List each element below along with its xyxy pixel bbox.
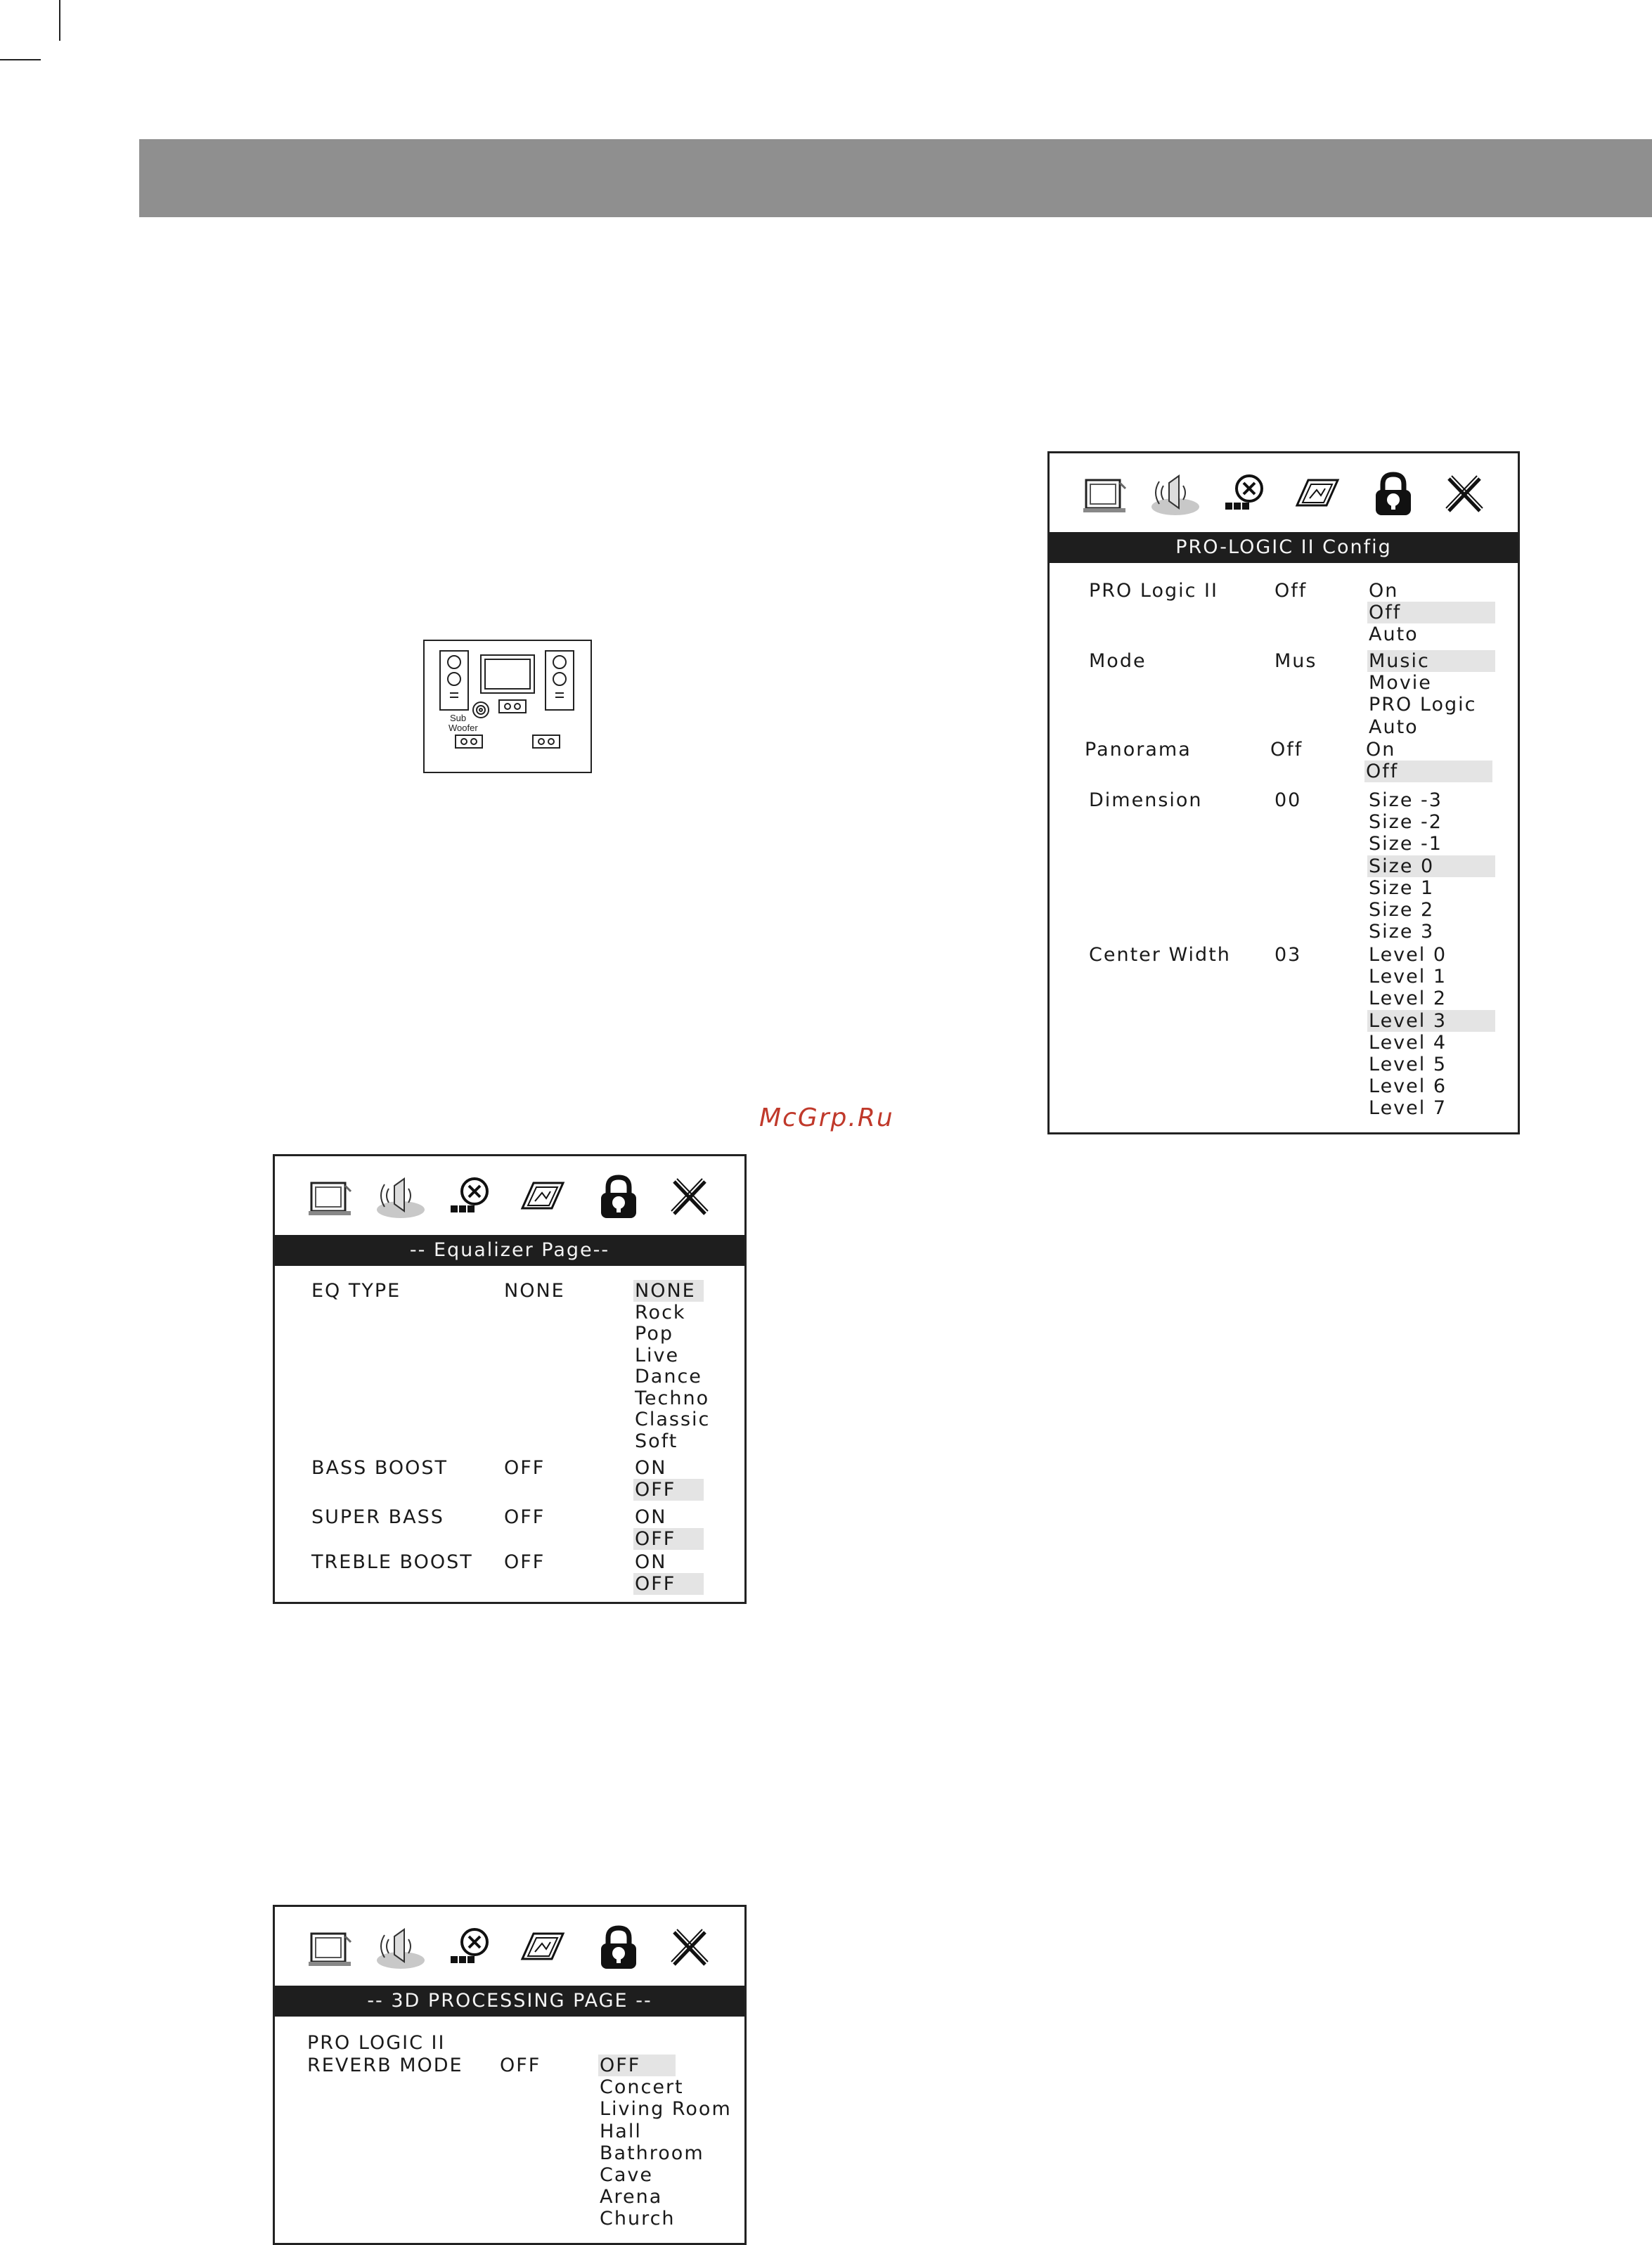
setting-label: BASS BOOST xyxy=(311,1457,449,1479)
front-right-speaker-icon xyxy=(546,651,574,710)
setting-current-value: Off xyxy=(1275,580,1308,602)
setting-option[interactable]: ON xyxy=(635,1506,667,1528)
disc-reel-icon[interactable] xyxy=(444,1921,498,1976)
setting-option-selected[interactable]: Off xyxy=(1364,761,1492,782)
setting-label: PRO Logic II xyxy=(1089,580,1218,602)
setting-option[interactable]: Size 3 xyxy=(1369,921,1435,943)
setting-option[interactable]: Concert xyxy=(600,2076,684,2099)
setting-option[interactable]: Auto xyxy=(1369,623,1419,646)
setting-option[interactable]: Size -3 xyxy=(1369,789,1443,811)
speaker-icon[interactable] xyxy=(373,1170,428,1225)
setting-option[interactable]: Size -2 xyxy=(1369,811,1443,834)
setting-option[interactable]: Size 2 xyxy=(1369,899,1435,921)
speaker-icon[interactable] xyxy=(1148,467,1203,522)
tv-screen-icon xyxy=(481,655,534,693)
menu-icon-bar xyxy=(275,1156,744,1234)
panel-title: -- 3D PROCESSING PAGE -- xyxy=(275,1986,744,2017)
panel-title: PRO-LOGIC II Config xyxy=(1050,532,1518,563)
rear-left-speaker-icon xyxy=(456,735,482,748)
setting-label: PRO LOGIC II xyxy=(307,2032,446,2054)
speaker-layout-diagram xyxy=(423,640,592,773)
setting-option-selected[interactable]: OFF xyxy=(633,1479,704,1501)
disc-reel-icon[interactable] xyxy=(1218,467,1273,522)
setting-option-selected[interactable]: Music xyxy=(1367,650,1495,672)
setting-current-value: 00 xyxy=(1275,789,1302,811)
setting-current-value: Off xyxy=(1270,739,1303,761)
setting-option[interactable]: Size 1 xyxy=(1369,876,1435,899)
woofer-label: Woofer xyxy=(449,723,478,733)
picture-frame-icon[interactable] xyxy=(1289,467,1343,522)
setting-option[interactable]: Pop xyxy=(635,1323,673,1345)
setting-label: EQ TYPE xyxy=(311,1280,401,1302)
setting-label: Mode xyxy=(1089,650,1147,672)
close-icon[interactable] xyxy=(662,1170,716,1225)
setting-current-value: OFF xyxy=(504,1551,546,1573)
setting-option[interactable]: Level 1 xyxy=(1369,966,1447,988)
setting-label: Panorama xyxy=(1085,739,1192,761)
setting-label: Center Width xyxy=(1089,944,1231,966)
center-speaker-icon xyxy=(499,700,526,713)
front-left-speaker-icon xyxy=(440,651,468,710)
lock-icon[interactable] xyxy=(591,1170,646,1225)
setting-option[interactable]: PRO Logic xyxy=(1369,694,1477,716)
setting-option[interactable]: On xyxy=(1366,739,1396,761)
crop-mark-horizontal xyxy=(0,59,41,60)
setting-label: TREBLE BOOST xyxy=(311,1551,473,1573)
setting-option[interactable]: Hall xyxy=(600,2120,642,2142)
menu-icon-bar xyxy=(275,1907,744,1984)
setting-option[interactable]: Bathroom xyxy=(600,2142,704,2164)
setting-option[interactable]: Level 0 xyxy=(1369,944,1447,966)
setting-option[interactable]: Level 7 xyxy=(1369,1097,1447,1120)
setting-option[interactable]: Level 5 xyxy=(1369,1054,1447,1075)
lock-icon[interactable] xyxy=(591,1921,646,1976)
setting-option[interactable]: Techno xyxy=(635,1387,710,1409)
setting-option-selected[interactable]: Off xyxy=(1367,602,1495,623)
setting-label: SUPER BASS xyxy=(311,1506,444,1528)
watermark-text: McGrp.Ru xyxy=(759,1104,894,1132)
setting-option[interactable]: Level 6 xyxy=(1369,1075,1447,1098)
setting-option[interactable]: Live xyxy=(635,1344,680,1366)
setting-current-value: OFF xyxy=(504,1506,546,1528)
setting-current-value: OFF xyxy=(504,1457,546,1479)
disc-reel-icon[interactable] xyxy=(444,1170,498,1225)
setting-option-selected[interactable]: OFF xyxy=(598,2055,676,2076)
setting-option[interactable]: Level 2 xyxy=(1369,988,1447,1010)
setting-option[interactable]: On xyxy=(1369,580,1399,602)
speaker-icon[interactable] xyxy=(373,1921,428,1976)
setting-current-value: NONE xyxy=(504,1280,565,1302)
setting-current-value: 03 xyxy=(1275,944,1302,966)
setting-option[interactable]: ON xyxy=(635,1457,667,1479)
setting-option[interactable]: Size -1 xyxy=(1369,833,1443,855)
sub-label: Sub xyxy=(450,713,467,723)
setting-option[interactable]: Arena xyxy=(600,2186,663,2208)
picture-frame-icon[interactable] xyxy=(514,1170,569,1225)
setting-option-selected[interactable]: Level 3 xyxy=(1367,1010,1495,1032)
setting-option-selected[interactable]: OFF xyxy=(633,1573,704,1595)
setting-option-selected[interactable]: OFF xyxy=(633,1528,704,1550)
setting-option-selected[interactable]: Size 0 xyxy=(1367,855,1495,877)
setting-label: REVERB MODE xyxy=(307,2055,463,2076)
menu-icon-bar xyxy=(1050,453,1518,531)
setting-option[interactable]: Rock xyxy=(635,1301,686,1324)
tv-icon[interactable] xyxy=(303,1921,358,1976)
setting-option[interactable]: Level 4 xyxy=(1369,1031,1447,1054)
close-icon[interactable] xyxy=(662,1921,716,1976)
prologic-config-panel xyxy=(1047,451,1520,1134)
picture-frame-icon[interactable] xyxy=(514,1921,569,1976)
tv-icon[interactable] xyxy=(303,1170,358,1225)
setting-label: Dimension xyxy=(1089,789,1203,811)
subwoofer-icon xyxy=(473,702,489,718)
setting-option[interactable]: Living Room xyxy=(600,2098,732,2121)
equalizer-page-panel xyxy=(273,1154,747,1604)
setting-option[interactable]: Church xyxy=(600,2208,676,2230)
setting-option[interactable]: Dance xyxy=(635,1366,702,1387)
setting-current-value: OFF xyxy=(500,2055,541,2076)
setting-option[interactable]: Cave xyxy=(600,2164,653,2186)
crop-mark-vertical xyxy=(59,0,60,41)
setting-current-value: Mus xyxy=(1275,650,1317,672)
section-header-bar xyxy=(139,139,1652,217)
setting-option[interactable]: Classic xyxy=(635,1409,711,1430)
setting-option[interactable]: Soft xyxy=(635,1430,678,1452)
lock-icon[interactable] xyxy=(1366,467,1421,522)
3d-processing-page-panel xyxy=(273,1905,747,2245)
close-icon[interactable] xyxy=(1436,467,1491,522)
panel-title: -- Equalizer Page-- xyxy=(275,1235,744,1266)
tv-icon[interactable] xyxy=(1078,467,1132,522)
rear-right-speaker-icon xyxy=(533,735,560,748)
setting-option-selected[interactable]: NONE xyxy=(633,1280,704,1302)
setting-option[interactable]: Auto xyxy=(1369,716,1419,738)
setting-option[interactable]: ON xyxy=(635,1551,667,1573)
setting-option[interactable]: Movie xyxy=(1369,672,1432,694)
